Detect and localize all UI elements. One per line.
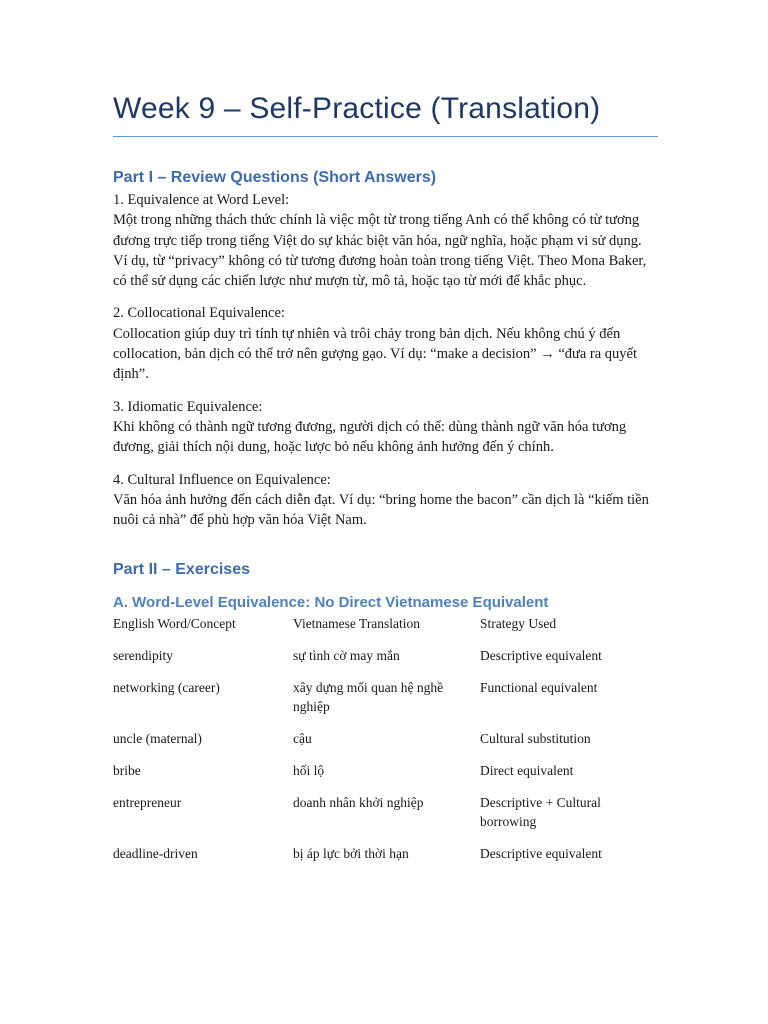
- table-cell: Descriptive equivalent: [480, 648, 602, 664]
- question-3-label: 3. Idiomatic Equivalence:: [113, 398, 263, 415]
- table-cell: Cultural substitution: [480, 731, 591, 747]
- table-cell: uncle (maternal): [113, 731, 202, 747]
- table-cell: Direct equivalent: [480, 763, 574, 779]
- table-cell: entrepreneur: [113, 795, 182, 811]
- question-1: [113, 190, 658, 291]
- table-row: [113, 844, 658, 876]
- document-body: [113, 90, 658, 876]
- table-cell: networking (career): [113, 680, 220, 696]
- question-2: [113, 303, 658, 384]
- column-header: Strategy Used: [480, 616, 557, 632]
- table-cell: Functional equivalent: [480, 680, 598, 696]
- question-2-label: 2. Collocational Equivalence:: [113, 305, 285, 322]
- exercise-a-heading: A. Word-Level Equivalence: No Direct Vietnamese Equivalent: [113, 594, 549, 612]
- table-cell: hối lộ: [293, 763, 325, 779]
- question-2-answer: Collocation giúp duy trì tính tự nhiên và trôi chảy trong bản dịch. Nếu không chú ý đến collocation, bản dịch có thể trở nên gượng gạo. Ví dụ: “make a decision” → “đưa ra quyết định”.: [113, 325, 638, 383]
- table-row: [113, 678, 658, 729]
- table-row: [113, 729, 658, 761]
- table-cell: Descriptive equivalent: [480, 846, 602, 862]
- table-header-row: [113, 614, 658, 646]
- table-cell: sự tình cờ may mắn: [293, 648, 400, 664]
- part1-heading: Part I – Review Questions (Short Answers): [113, 169, 437, 186]
- question-4-label: 4. Cultural Influence on Equivalence:: [113, 471, 331, 488]
- table-cell: serendipity: [113, 648, 173, 664]
- table-cell: bị áp lực bởi thời hạn: [293, 846, 409, 862]
- table-cell: Descriptive + Cultural borrowing: [480, 795, 601, 830]
- equivalence-table: [113, 614, 658, 876]
- table-cell: cậu: [293, 731, 312, 747]
- question-4: [113, 470, 658, 531]
- question-4-answer: Văn hóa ảnh hưởng đến cách diễn đạt. Ví dụ: “bring home the bacon” cần dịch là “kiếm tiền nuôi cả nhà” để phù hợp văn hóa Việt Nam.: [113, 491, 649, 529]
- question-1-answer: Một trong những thách thức chính là việc một từ trong tiếng Anh có thể không có từ tương đương trực tiếp trong tiếng Việt do sự khác biệt văn hóa, ngữ nghĩa, hoặc phạm vi sử dụng. Ví dụ, từ “privacy” không có từ tương đương hoàn toàn trong tiếng Việt. Theo Mona Baker, có thể sử dụng các chiến lược như mượn từ, mô tả, hoặc tạo từ mới để khắc phục.: [113, 212, 647, 290]
- table-cell: deadline-driven: [113, 846, 198, 862]
- question-3-answer: Khi không có thành ngữ tương đương, người dịch có thể: dùng thành ngữ văn hóa tương đương, giải thích nội dung, hoặc lược bỏ nếu không ảnh hưởng đến ý chính.: [113, 418, 627, 456]
- table-row: [113, 761, 658, 793]
- column-header: English Word/Concept: [113, 616, 236, 632]
- part2-heading: Part II – Exercises: [113, 561, 250, 579]
- table-row: [113, 646, 658, 678]
- table-row: [113, 793, 658, 844]
- column-header: Vietnamese Translation: [293, 616, 421, 632]
- question-1-label: 1. Equivalence at Word Level:: [113, 192, 290, 208]
- table-cell: doanh nhân khởi nghiệp: [293, 795, 424, 811]
- table-cell: xây dựng mối quan hệ nghề nghiệp: [293, 680, 444, 715]
- question-3: [113, 397, 658, 458]
- table-cell: bribe: [113, 763, 141, 779]
- page-title: Week 9 – Self-Practice (Translation): [113, 90, 658, 137]
